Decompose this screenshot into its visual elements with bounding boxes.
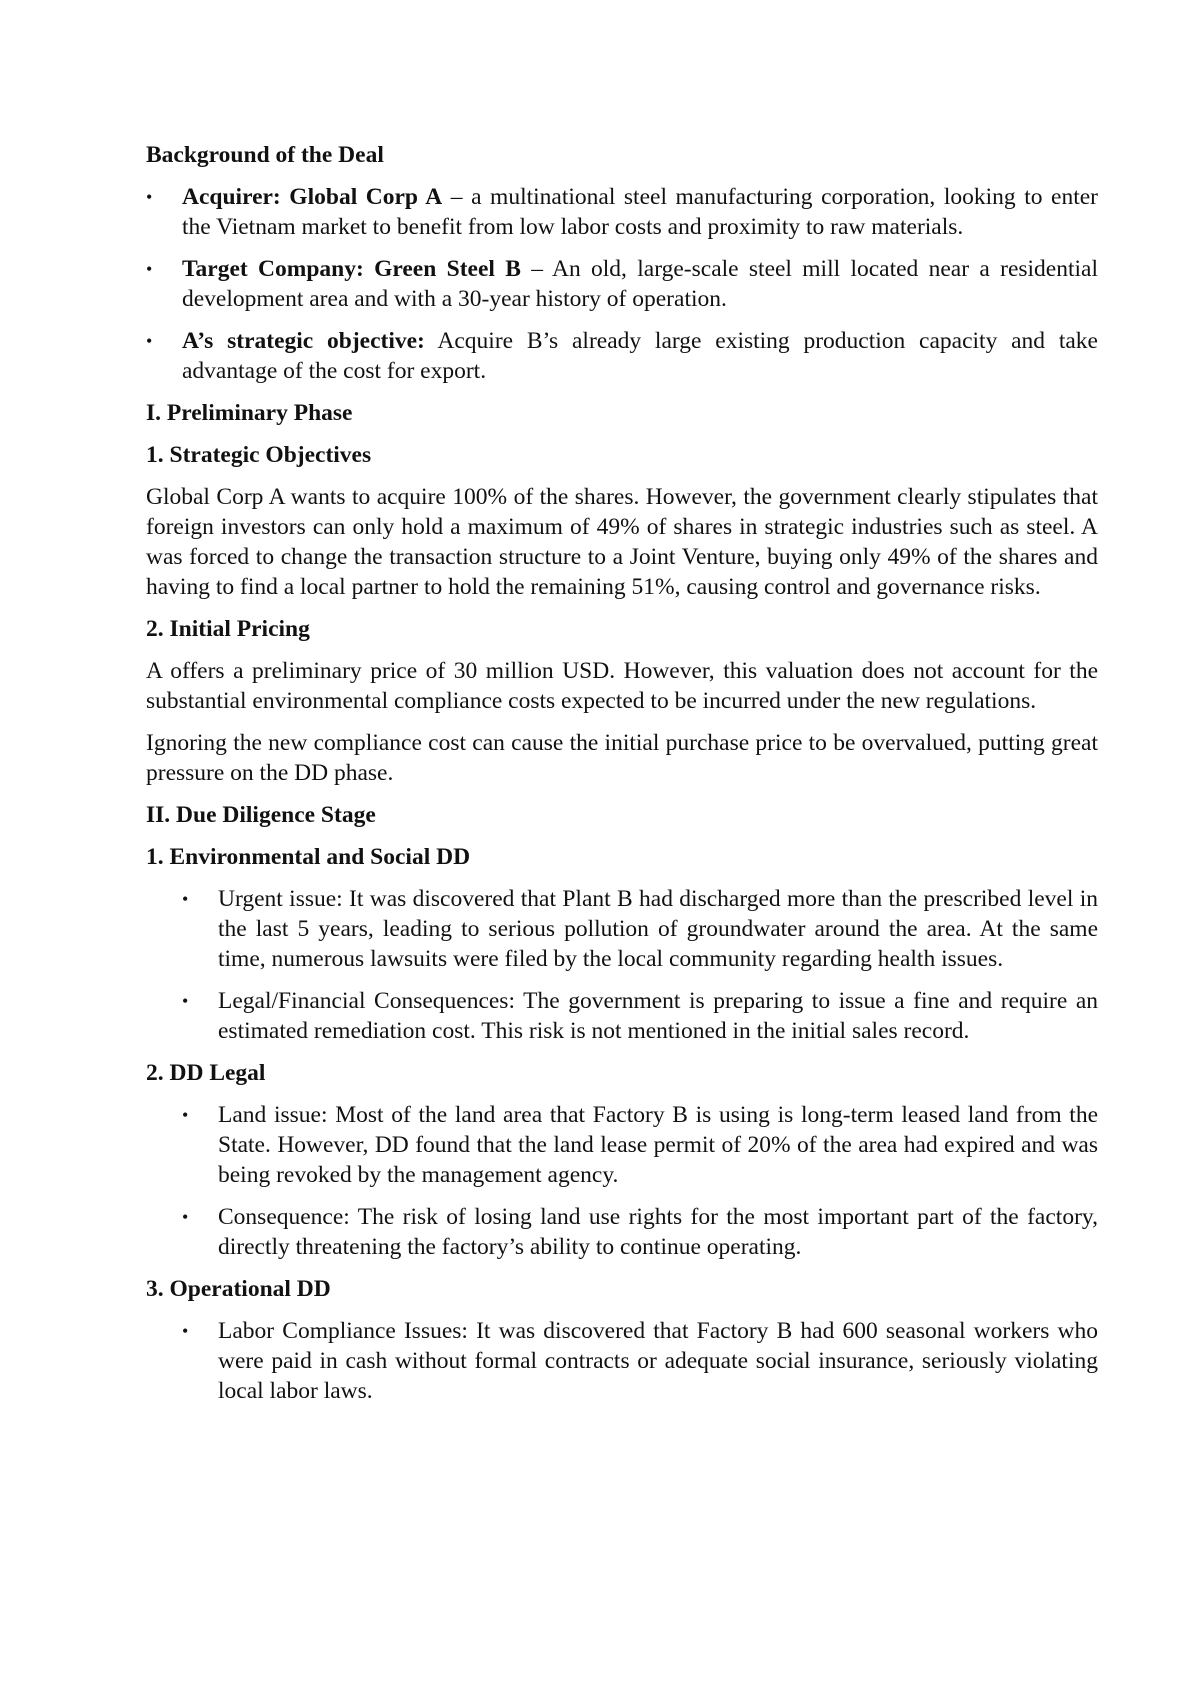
acquirer-label: Acquirer: Global Corp A [182, 184, 443, 210]
list-item [146, 986, 1098, 1046]
preliminary-heading: I. Preliminary Phase [146, 400, 353, 426]
objective-text: Acquire B’s already large existing production capacity and take advantage of the cost for export. [182, 328, 1098, 384]
bullet-icon: • [146, 331, 153, 351]
bullet-icon: • [182, 991, 189, 1011]
bullet-icon: • [182, 1207, 189, 1227]
env-item-text: Legal/Financial Consequences: The government is preparing to issue a fine and require an estimated remediation cost. This risk is not mentioned in the initial sales record. [218, 988, 1098, 1044]
target-text: – An old, large-scale steel mill located near a residential development area and with a 30-year history of operation. [182, 256, 1099, 312]
operational-list [146, 1316, 1098, 1406]
bullet-icon: • [146, 187, 153, 207]
bullet-icon: • [146, 259, 153, 279]
strategic-heading: 1. Strategic Objectives [146, 442, 372, 468]
operational-heading: 3. Operational DD [146, 1276, 331, 1302]
env-item-text: Urgent issue: It was discovered that Plant B had discharged more than the prescribed level in the last 5 years, leading to serious pollution of groundwater around the area. At the same time, numerous lawsuits were filed by the local community regarding health issues. [218, 886, 1098, 972]
list-item [146, 1316, 1098, 1406]
legal-heading: 2. DD Legal [146, 1060, 266, 1086]
list-item [146, 254, 1098, 314]
document-page [146, 140, 1098, 1418]
legal-item-text: Land issue: Most of the land area that Factory B is using is long-term leased land from the State. However, DD found that the land lease permit of 20% of the area had expired and was being revoked by the management agency. [218, 1102, 1098, 1188]
list-item [146, 884, 1098, 974]
strategic-paragraph: Global Corp A wants to acquire 100% of the shares. However, the government clearly stipulates that foreign investors can only hold a maximum of 49% of shares in strategic industries such as steel. A was forced to change the transaction structure to a Joint Venture, buying only 49% of the shares and having to find a local partner to hold the remaining 51%, causing control and governance risks. [146, 484, 1098, 600]
list-item [146, 1100, 1098, 1190]
legal-item-text: Consequence: The risk of losing land use rights for the most important part of the factory, directly threatening the factory’s ability to continue operating. [218, 1204, 1098, 1260]
target-label: Target Company: Green Steel B [182, 256, 521, 282]
env-heading: 1. Environmental and Social DD [146, 844, 471, 870]
list-item [146, 326, 1098, 386]
pricing-paragraph-1: A offers a preliminary price of 30 million USD. However, this valuation does not account for the substantial environmental compliance costs expected to be incurred under the new regulations. [146, 658, 1098, 714]
objective-label: A’s strategic objective: [182, 328, 425, 354]
bullet-icon: • [182, 1321, 189, 1341]
operational-item-text: Labor Compliance Issues: It was discovered that Factory B had 600 seasonal workers who were paid in cash without formal contracts or adequate social insurance, seriously violating local labor laws. [218, 1318, 1098, 1404]
list-item [146, 1202, 1098, 1262]
list-item [146, 182, 1098, 242]
bullet-icon: • [182, 1105, 189, 1125]
background-heading: Background of the Deal [146, 142, 384, 168]
pricing-paragraph-2: Ignoring the new compliance cost can cause the initial purchase price to be overvalued, putting great pressure on the DD phase. [146, 730, 1098, 786]
dd-heading: II. Due Diligence Stage [146, 802, 376, 828]
env-list [146, 884, 1098, 1046]
pricing-heading: 2. Initial Pricing [146, 616, 310, 642]
legal-list [146, 1100, 1098, 1262]
acquirer-text: – a multinational steel manufacturing corporation, looking to enter the Vietnam market to benefit from low labor costs and proximity to raw materials. [182, 184, 1098, 240]
bullet-icon: • [182, 889, 189, 909]
background-list [146, 182, 1098, 386]
